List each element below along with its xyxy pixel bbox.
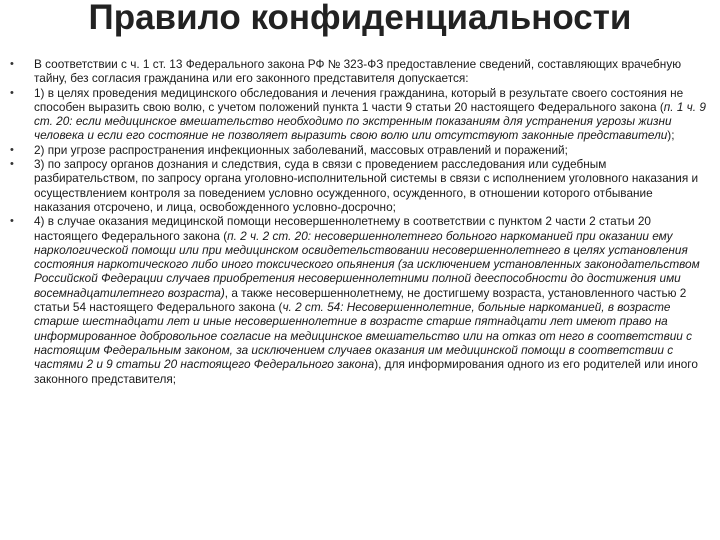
bullet-text: ), для информирования одного из его родителей или иного законного представителя; (34, 357, 698, 386)
bullet-dot-icon: • (10, 86, 14, 99)
bullet-list (10, 57, 712, 386)
bullet-dot-icon: • (10, 215, 14, 228)
bullet-dot-icon: • (10, 143, 14, 156)
bullet-item (10, 86, 712, 143)
bullet-italic-text: п. 2 ч. 2 ст. 20: несовершеннолетнего больного наркоманией при оказании ему наркологической помощи или при медицинском освидетельствовании несовершеннолетнего в целях установления состояния наркотического либо иного токсического опьянения (за исключением установленных законодательством Российской Федерации случаев приобретения несовершеннолетними полной дееспособности до достижения ими восемнадцатилетнего возраста) (34, 228, 700, 300)
bullet-text: 3) по запросу органов дознания и следствия, суда в связи с проведением расследования или судебным разбирательством, по запросу органа уголовно-исполнительной системы в связи с исполнением уголовного наказания и осуществлением контроля за поведением условно осужденного, осужденного, в отношении которого отбывание наказания отсрочено, и лица, освобожденного условно-досрочно; (34, 157, 699, 214)
bullet-text: 2) при угрозе распространения инфекционных заболеваний, массовых отравлений и поражений; (34, 142, 568, 157)
bullet-italic-text: п. 1 ч. 9 ст. 20: если медицинское вмешательство необходимо по экстренным показаниям для устранения угрозы жизни человека и если его состояние не позволяет выразить свою волю или отсутствуют законные представители (34, 99, 706, 143)
bullet-dot-icon: • (10, 158, 14, 171)
page-title: Правило конфиденциальности (88, 0, 632, 37)
bullet-item (10, 143, 712, 157)
bullet-text: , а также несовершеннолетнему, не достигшему возраста, установленного частью 2 статьи 54 настоящего Федерального закона ( (34, 285, 687, 315)
bullet-item (10, 214, 712, 386)
bullet-text: В соответствии с ч. 1 ст. 13 Федерального закона РФ № 323-ФЗ предоставление сведений, составляющих врачебную тайну, без согласия гражданина или его законного представителя допускается: (34, 57, 682, 86)
bullet-text: ); (667, 128, 675, 143)
bullet-text: 1) в целях проведения медицинского обследования и лечения гражданина, который в результате своего состояния не способен выразить свою волю, с учетом положений пункта 1 части 9 статьи 20 настоящего Федерального закона ( (34, 85, 684, 114)
bullet-italic-text: ч. 2 ст. 54: Несовершеннолетние, больные наркоманией, в возрасте старше шестнадцати лет и иные несовершеннолетние в возрасте старше пятнадцати лет имеют право на информированное добровольное согласие на медицинское вмешательство или на отказ от него в соответствии с настоящим Федеральным законом, за исключением случаев оказания им медицинской помощи в соответствии с частями 2 и 9 статьи 20 настоящего Федерального закона (34, 300, 693, 372)
bullet-dot-icon: • (10, 58, 14, 70)
bullet-text: 4) в случае оказания медицинской помощи несовершеннолетнему в соответствии с пунктом 2 части 2 статьи 20 настоящего Федерального закона ( (34, 214, 651, 243)
bullet-item (10, 157, 712, 214)
bullet-item (10, 57, 712, 86)
